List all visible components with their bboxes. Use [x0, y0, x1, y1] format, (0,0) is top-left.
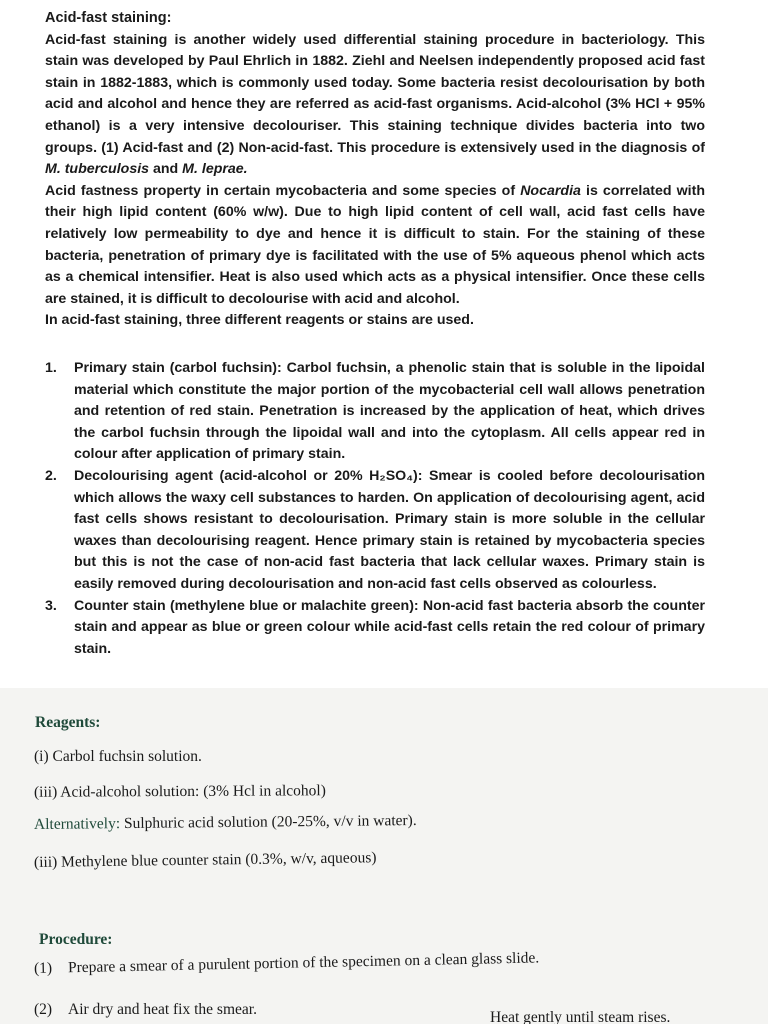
list-item-lead: Primary stain (carbol fuchsin):: [74, 360, 282, 376]
species-leprae: M. leprae.: [182, 161, 248, 178]
reagent-line: (iii) Acid-alcohol solution: (3% Hcl in alcohol): [33, 782, 326, 801]
reagent-alternative: [34, 812, 417, 834]
list-number: 2.: [45, 467, 57, 484]
list-item: [45, 596, 705, 661]
list-item-lead: Counter stain (methylene blue or malachite green):: [74, 597, 419, 614]
procedure-step: [34, 949, 540, 978]
list-item-text: Non-acid fast bacteria absorb the counter stain and appear as blue or green colour while acid-fast cells retain the red colour of primary stain.: [74, 597, 705, 657]
alt-text: Sulphuric acid solution (20-25%, v/v in water).: [119, 811, 417, 833]
list-item: [45, 358, 705, 466]
cutoff-line: [490, 1009, 730, 1024]
conjunction: and: [149, 161, 183, 178]
alt-label: Alternatively:: [33, 815, 121, 833]
list-item-text: Carbol fuchsin, a phenolic stain that is soluble in the lipoidal material which constitute the major portion of the mycobacterial cell wall allows penetration and retention of red stain. Penetration is increased by the application of heat, which drives the carbol fuchsin through the lipoidal wall and into the cytoplasm. All cells appear red in colour after application of primary stain.: [74, 360, 706, 463]
list-item: [45, 466, 705, 596]
step-number: (1): [33, 959, 53, 977]
section-heading: Acid-fast staining:: [45, 10, 172, 26]
step-text: Prepare a smear of a purulent portion of the specimen on a clean glass slide.: [67, 949, 540, 977]
list-number: 3.: [45, 597, 57, 614]
cutoff-text: Heat gently until steam rises.: [490, 1009, 671, 1024]
list-item-lead: Decolourising agent (acid-alcohol or 20% H₂SO₄):: [74, 467, 423, 484]
genus-nocardia: Nocardia: [520, 182, 581, 199]
acid-fast-section: [45, 8, 705, 332]
step-number: (2): [34, 1001, 53, 1018]
lipid-text-b: is correlated with their high lipid content (60% w/w). Due to high lipid content of cell wall, acid fast cells have relatively low permeability to dye and hence it is difficult to stain. For the staining of these bacteria, penetration of primary dye is facilitated with the use of 5% aqueous phenol which acts as a chemical intensifier. Heat is also used which acts as a physical intensifier. Once these cells are stained, it is difficult to decolourise with acid and alcohol.: [45, 182, 705, 307]
lipid-paragraph: [45, 181, 705, 311]
stain-list: [45, 358, 705, 660]
procedure-step: [34, 1001, 257, 1019]
reagent-line: (iii) Methylene blue counter stain (0.3%, w/v, aqueous): [33, 849, 377, 871]
lipid-text-a: Acid fastness property in certain mycobacteria and some species of: [45, 182, 521, 199]
procedure-title: Procedure:: [39, 931, 113, 948]
step-text: Air dry and heat fix the smear.: [68, 1001, 257, 1018]
intro-paragraph: [45, 30, 705, 181]
reagents-title: Reagents:: [35, 714, 101, 731]
reagents-intro: In acid-fast staining, three different reagents or stains are used.: [45, 312, 474, 329]
list-number: 1.: [45, 360, 57, 376]
list-item-text: Smear is cooled before decolourisation which allows the waxy cell substances to harden. On application of decolourising agent, acid fast cells shows resistant to decolourisation. Primary stain is more soluble in the cellular waxes than decolourising reagent. Hence primary stain is retained by mycobacteria species but this is not the case of non-acid fast bacteria that lack cellular waxes. Primary stain is easily removed during decolourisation and non-acid fast cells observed as colourless.: [74, 467, 705, 592]
intro-text: Acid-fast staining is another widely used differential staining procedure in bacteriology. This stain was developed by Paul Ehrlich in 1882. Ziehl and Neelsen independently proposed acid fast stain in 1882-1883, which is commonly used today. Some bacteria resist decolourisation by both acid and alcohol and hence they are referred as acid-fast organisms. Acid-alcohol (3% HCl + 95% ethanol) is a very intensive decolouriser. This staining technique divides bacteria into two groups. (1) Acid-fast and (2) Non-acid-fast. This procedure is extensively used in the diagnosis of: [45, 31, 705, 156]
species-tb: M. tuberculosis: [45, 161, 150, 178]
reagent-line: (i) Carbol fuchsin solution.: [34, 748, 202, 765]
